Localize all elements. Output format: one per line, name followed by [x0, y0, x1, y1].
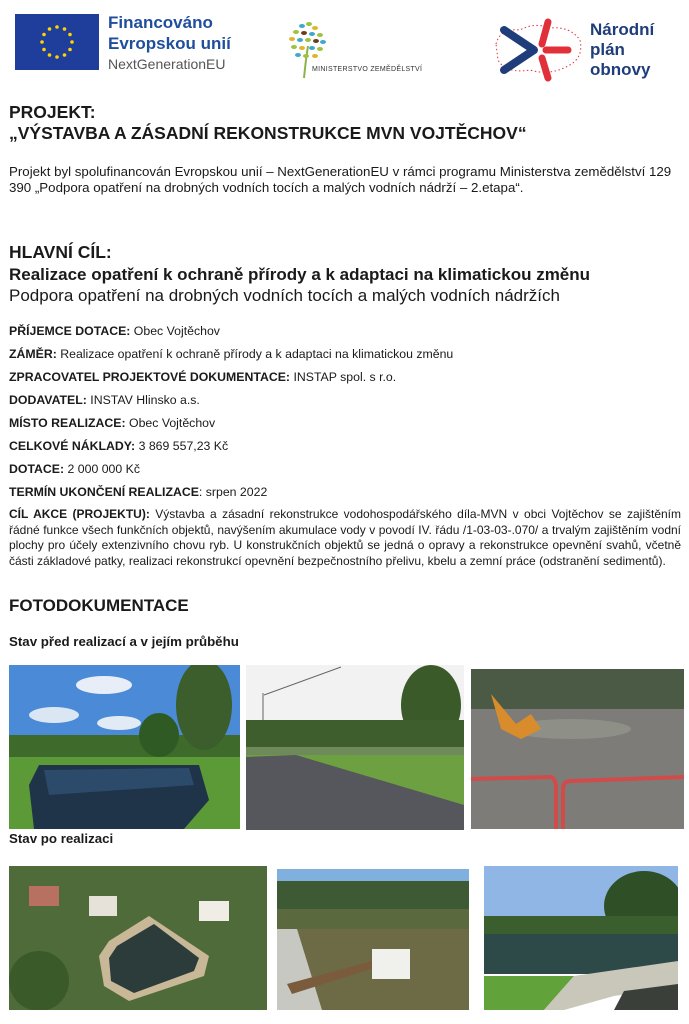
photo-excavation: [471, 669, 684, 829]
project-intro: Projekt byl spolufinancován Evropskou unií – NextGenerationEU v rámci programu Ministerstva zemědělství 129 390 „Podpora opatření na drobných vodních tocích a malých vodních nádrží – 2.etapa“.: [9, 164, 672, 195]
field-value: : srpen 2022: [198, 485, 268, 499]
photo-pond-before: [9, 665, 240, 829]
field-designer: [9, 366, 681, 389]
npo-star-icon: [490, 14, 586, 84]
npo-line-1: Národní: [590, 20, 655, 39]
field-label: DODAVATEL:: [9, 393, 87, 407]
goal-main: Realizace opatření k ochraně přírody a k adaptaci na klimatickou změnu: [9, 265, 591, 284]
field-contractor: [9, 389, 681, 412]
project-aim: [9, 507, 681, 569]
field-value: Obec Vojtěchov: [130, 324, 220, 338]
project-title: „VÝSTAVBA A ZÁSADNÍ REKONSTRUKCE MVN VOJTĚCHOV“: [9, 123, 527, 143]
photo-aerial-pond: [9, 866, 267, 1010]
field-recipient: [9, 320, 681, 343]
field-value: 3 869 557,23 Kč: [135, 439, 229, 453]
field-value: Realizace opatření k ochraně přírody a k adaptaci na klimatickou změnu: [56, 347, 454, 361]
photo-road-pond: [246, 665, 464, 830]
field-location: [9, 412, 681, 435]
field-value: 2 000 000 Kč: [64, 462, 140, 476]
field-label: TERMÍN UKONČENÍ REALIZACE: [9, 485, 199, 499]
field-label: DOTACE:: [9, 462, 65, 476]
before-label: Stav před realizací a v jejím průběhu: [9, 634, 239, 649]
field-total-cost: [9, 435, 681, 458]
field-intent: [9, 343, 681, 366]
photo-heading: FOTODOKUMENTACE: [9, 596, 189, 615]
photo-outlet-structure: [277, 869, 469, 1010]
field-label: PŘÍJEMCE DOTACE:: [9, 324, 131, 338]
npo-line-3: obnovy: [590, 60, 651, 79]
field-value: INSTAP spol. s r.o.: [290, 370, 397, 384]
project-label: PROJEKT:: [9, 102, 96, 122]
goal-sub: Podpora opatření na drobných vodních tocích a malých vodních nádržích: [9, 286, 560, 305]
after-label: Stav po realizaci: [9, 831, 114, 846]
field-value: INSTAV Hlinsko a.s.: [86, 393, 200, 407]
ministry-label: MINISTERSTVO ZEMĚDĚLSTVÍ: [312, 66, 423, 73]
field-label: MÍSTO REALIZACE:: [9, 416, 126, 430]
eu-flag-icon: [15, 14, 99, 70]
field-label: ZPRACOVATEL PROJEKTOVÉ DOKUMENTACE:: [9, 370, 291, 384]
field-label: ZÁMĚR:: [9, 347, 57, 361]
eu-line-1: Financováno: [108, 13, 213, 32]
photo-stone-spillway: [484, 866, 678, 1010]
eu-line-2: Evropskou unií: [108, 34, 231, 53]
project-heading: [9, 102, 527, 144]
field-value: Obec Vojtěchov: [125, 416, 216, 430]
field-subsidy: [9, 458, 681, 481]
project-fields: [9, 320, 681, 504]
npo-line-2: plán: [590, 40, 625, 59]
aim-text: Výstavba a zásadní rekonstrukce vodohospodářského díla-MVN v obci Vojtěchov se zajištěním řádné funkce všech funkčních objektů, navýšením akumulace vody v povodí IV. řádu /1-03-03-.070/ a trvalým zajištěním vodní plochy pro účely extenzivního chovu ryb. U konstrukčních objektů se jedná o opravy a rekonstrukce opevnění svahů, včetně části základové patky, realizaci rekonstrukcí opevnění bezpečnostního přelivu, kbelu a zemní práce (odstranění sedimentů).: [9, 507, 682, 568]
eu-funding-text: [108, 12, 231, 74]
field-label: CELKOVÉ NÁKLADY:: [9, 439, 136, 453]
field-completion: [9, 481, 681, 504]
goal-label: HLAVNÍ CÍL:: [9, 242, 112, 262]
npo-text: [590, 20, 654, 80]
eu-line-3: NextGenerationEU: [108, 56, 226, 72]
aim-label: CÍL AKCE (PROJEKTU):: [9, 507, 150, 521]
